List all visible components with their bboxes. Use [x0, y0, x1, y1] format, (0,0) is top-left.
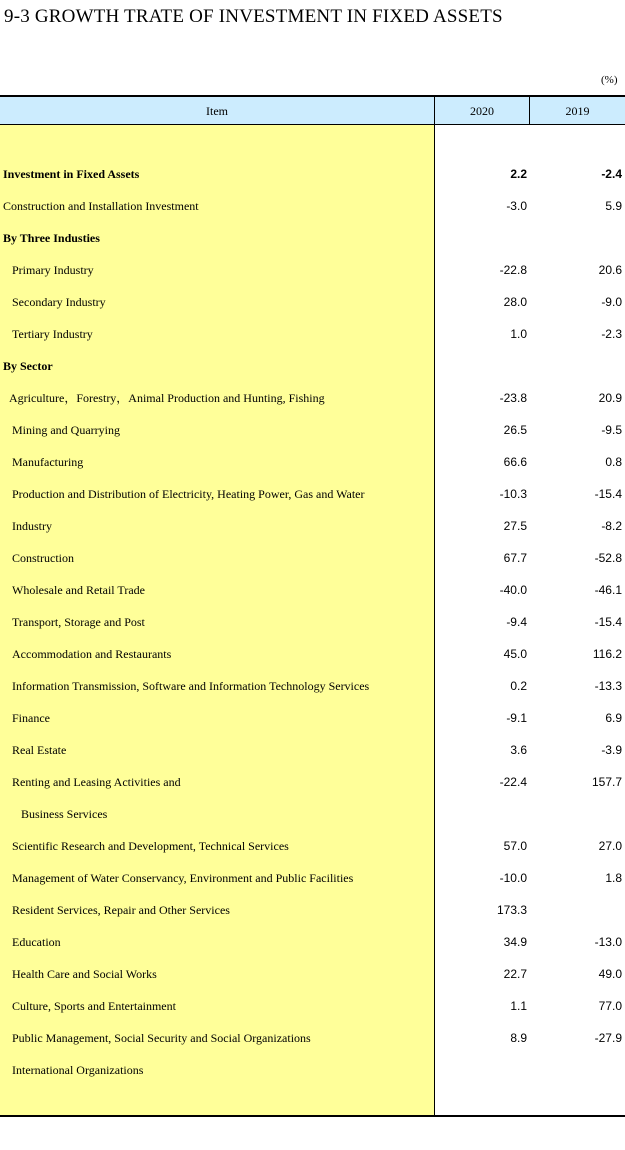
table-row: [0, 1054, 625, 1086]
value-2019: -15.4: [594, 487, 622, 501]
value-2019: -9.0: [601, 295, 622, 309]
table-row: [0, 190, 625, 222]
value-2020: 66.6: [503, 455, 527, 469]
table-row: [0, 670, 625, 702]
value-2020: [436, 798, 527, 830]
value-2020: 26.5: [503, 423, 527, 437]
table-row: [0, 702, 625, 734]
value-2019: -52.8: [594, 551, 622, 565]
row-label: Agriculture，Forestry，Animal Production and Hunting, Fishing: [9, 391, 325, 405]
row-label: Public Management, Social Security and Social Organizations: [12, 1031, 311, 1045]
value-2019: -13.3: [594, 679, 622, 693]
row-label: Accommodation and Restaurants: [12, 647, 172, 661]
table-row: [0, 766, 625, 798]
row-label: Health Care and Social Works: [12, 967, 157, 981]
value-2019: -2.3: [601, 327, 622, 341]
row-label: Investment in Fixed Assets: [3, 167, 140, 181]
table-row: [0, 254, 625, 286]
value-2019: [530, 1054, 622, 1086]
table-row: [0, 862, 625, 894]
table-row: [0, 414, 625, 446]
value-2020: [436, 1054, 527, 1086]
value-2020: -23.8: [499, 391, 527, 405]
value-2020: 1.0: [510, 327, 527, 341]
table-row: [0, 222, 625, 254]
row-label: Business Services: [21, 807, 108, 821]
row-label: Industry: [12, 519, 52, 533]
table-row: [0, 1022, 625, 1054]
value-2019: 1.8: [605, 871, 622, 885]
value-2019: 6.9: [605, 711, 622, 725]
value-2020: 22.7: [503, 967, 527, 981]
table-row: [0, 606, 625, 638]
row-label: Secondary Industry: [12, 295, 106, 309]
value-2019: 157.7: [591, 775, 622, 789]
value-2020: 28.0: [503, 295, 527, 309]
table-row: [0, 510, 625, 542]
value-2019: -8.2: [601, 519, 622, 533]
row-label: Construction: [12, 551, 74, 565]
table-row: [0, 318, 625, 350]
row-label: International Organizations: [12, 1063, 144, 1077]
value-2019: [530, 894, 622, 926]
value-2020: -3.0: [506, 199, 527, 213]
value-2020: 8.9: [510, 1031, 527, 1045]
table-row: [0, 894, 625, 926]
table-row: [0, 446, 625, 478]
value-2020: -22.4: [499, 775, 527, 789]
value-2020: -10.3: [499, 487, 527, 501]
value-2019: 27.0: [598, 839, 622, 853]
row-label: Transport, Storage and Post: [12, 615, 145, 629]
table-row: [0, 990, 625, 1022]
row-label: Wholesale and Retail Trade: [12, 583, 145, 597]
page-title: 9-3 GROWTH TRATE OF INVESTMENT IN FIXED ASSETS: [4, 6, 503, 27]
table-row: [0, 286, 625, 318]
value-2019: [530, 350, 622, 382]
value-2019: -3.9: [601, 743, 622, 757]
table-row: [0, 158, 625, 190]
row-label: Real Estate: [12, 743, 67, 757]
value-2020: 1.1: [510, 999, 527, 1013]
value-2019: 20.6: [598, 263, 622, 277]
value-2019: -13.0: [594, 935, 622, 949]
row-label: Production and Distribution of Electricity, Heating Power, Gas and Water: [12, 487, 365, 501]
value-2020: 3.6: [510, 743, 527, 757]
value-2019: -9.5: [601, 423, 622, 437]
value-2020: -9.4: [506, 615, 527, 629]
row-label: Mining and Quarrying: [12, 423, 120, 437]
row-label: Tertiary Industry: [12, 327, 93, 341]
row-label: Information Transmission, Software and Information Technology Services: [12, 679, 370, 693]
row-label: Culture, Sports and Entertainment: [12, 999, 176, 1013]
row-label: Management of Water Conservancy, Environment and Public Facilities: [12, 871, 354, 885]
row-label: Scientific Research and Development, Technical Services: [12, 839, 289, 853]
value-2020: 57.0: [503, 839, 527, 853]
table-row: [0, 926, 625, 958]
value-2020: 173.3: [496, 903, 527, 917]
value-2020: -10.0: [499, 871, 527, 885]
unit-label: (%): [601, 74, 618, 86]
table-row: [0, 734, 625, 766]
row-label: Construction and Installation Investment: [3, 199, 199, 213]
table-row: [0, 542, 625, 574]
table-row: [0, 350, 625, 382]
table-row: [0, 958, 625, 990]
table-row: [0, 574, 625, 606]
row-label: Renting and Leasing Activities and: [12, 775, 181, 789]
header-2020: 2020: [470, 104, 494, 118]
value-2020: -9.1: [506, 711, 527, 725]
value-2020: -22.8: [499, 263, 527, 277]
table-row: [0, 798, 625, 830]
value-2020: 34.9: [503, 935, 527, 949]
row-label: By Sector: [3, 359, 53, 373]
table-header: [0, 95, 625, 125]
value-2020: 0.2: [510, 679, 527, 693]
table-row: [0, 478, 625, 510]
row-label: Education: [12, 935, 61, 949]
value-2019: 5.9: [605, 199, 622, 213]
table-row: [0, 830, 625, 862]
table-row: [0, 382, 625, 414]
value-2020: 67.7: [503, 551, 527, 565]
value-2020: 45.0: [503, 647, 527, 661]
value-2019: [530, 798, 622, 830]
value-2019: 20.9: [598, 391, 622, 405]
value-2020: 2.2: [510, 167, 527, 181]
table-bottom-rule: [0, 1115, 625, 1117]
value-2020: 27.5: [503, 519, 527, 533]
value-2019: 116.2: [592, 647, 622, 661]
row-label: By Three Industies: [3, 231, 100, 245]
value-2020: [436, 350, 527, 382]
header-2019: 2019: [565, 104, 590, 118]
value-2019: -2.4: [601, 167, 622, 181]
value-2019: -27.9: [594, 1031, 622, 1045]
row-label: Primary Industry: [12, 263, 94, 277]
value-2019: [530, 222, 622, 254]
value-2019: 0.8: [605, 455, 622, 469]
row-label: Resident Services, Repair and Other Services: [12, 903, 230, 917]
value-2019: 77.0: [598, 999, 622, 1013]
value-2020: -40.0: [499, 583, 527, 597]
value-2019: -15.4: [594, 615, 622, 629]
header-item: Item: [206, 104, 228, 118]
value-2019: 49.0: [598, 967, 622, 981]
row-label: Manufacturing: [12, 455, 84, 469]
row-label: Finance: [12, 711, 50, 725]
table-row: [0, 638, 625, 670]
value-2019: -46.1: [594, 583, 622, 597]
value-2020: [436, 222, 527, 254]
